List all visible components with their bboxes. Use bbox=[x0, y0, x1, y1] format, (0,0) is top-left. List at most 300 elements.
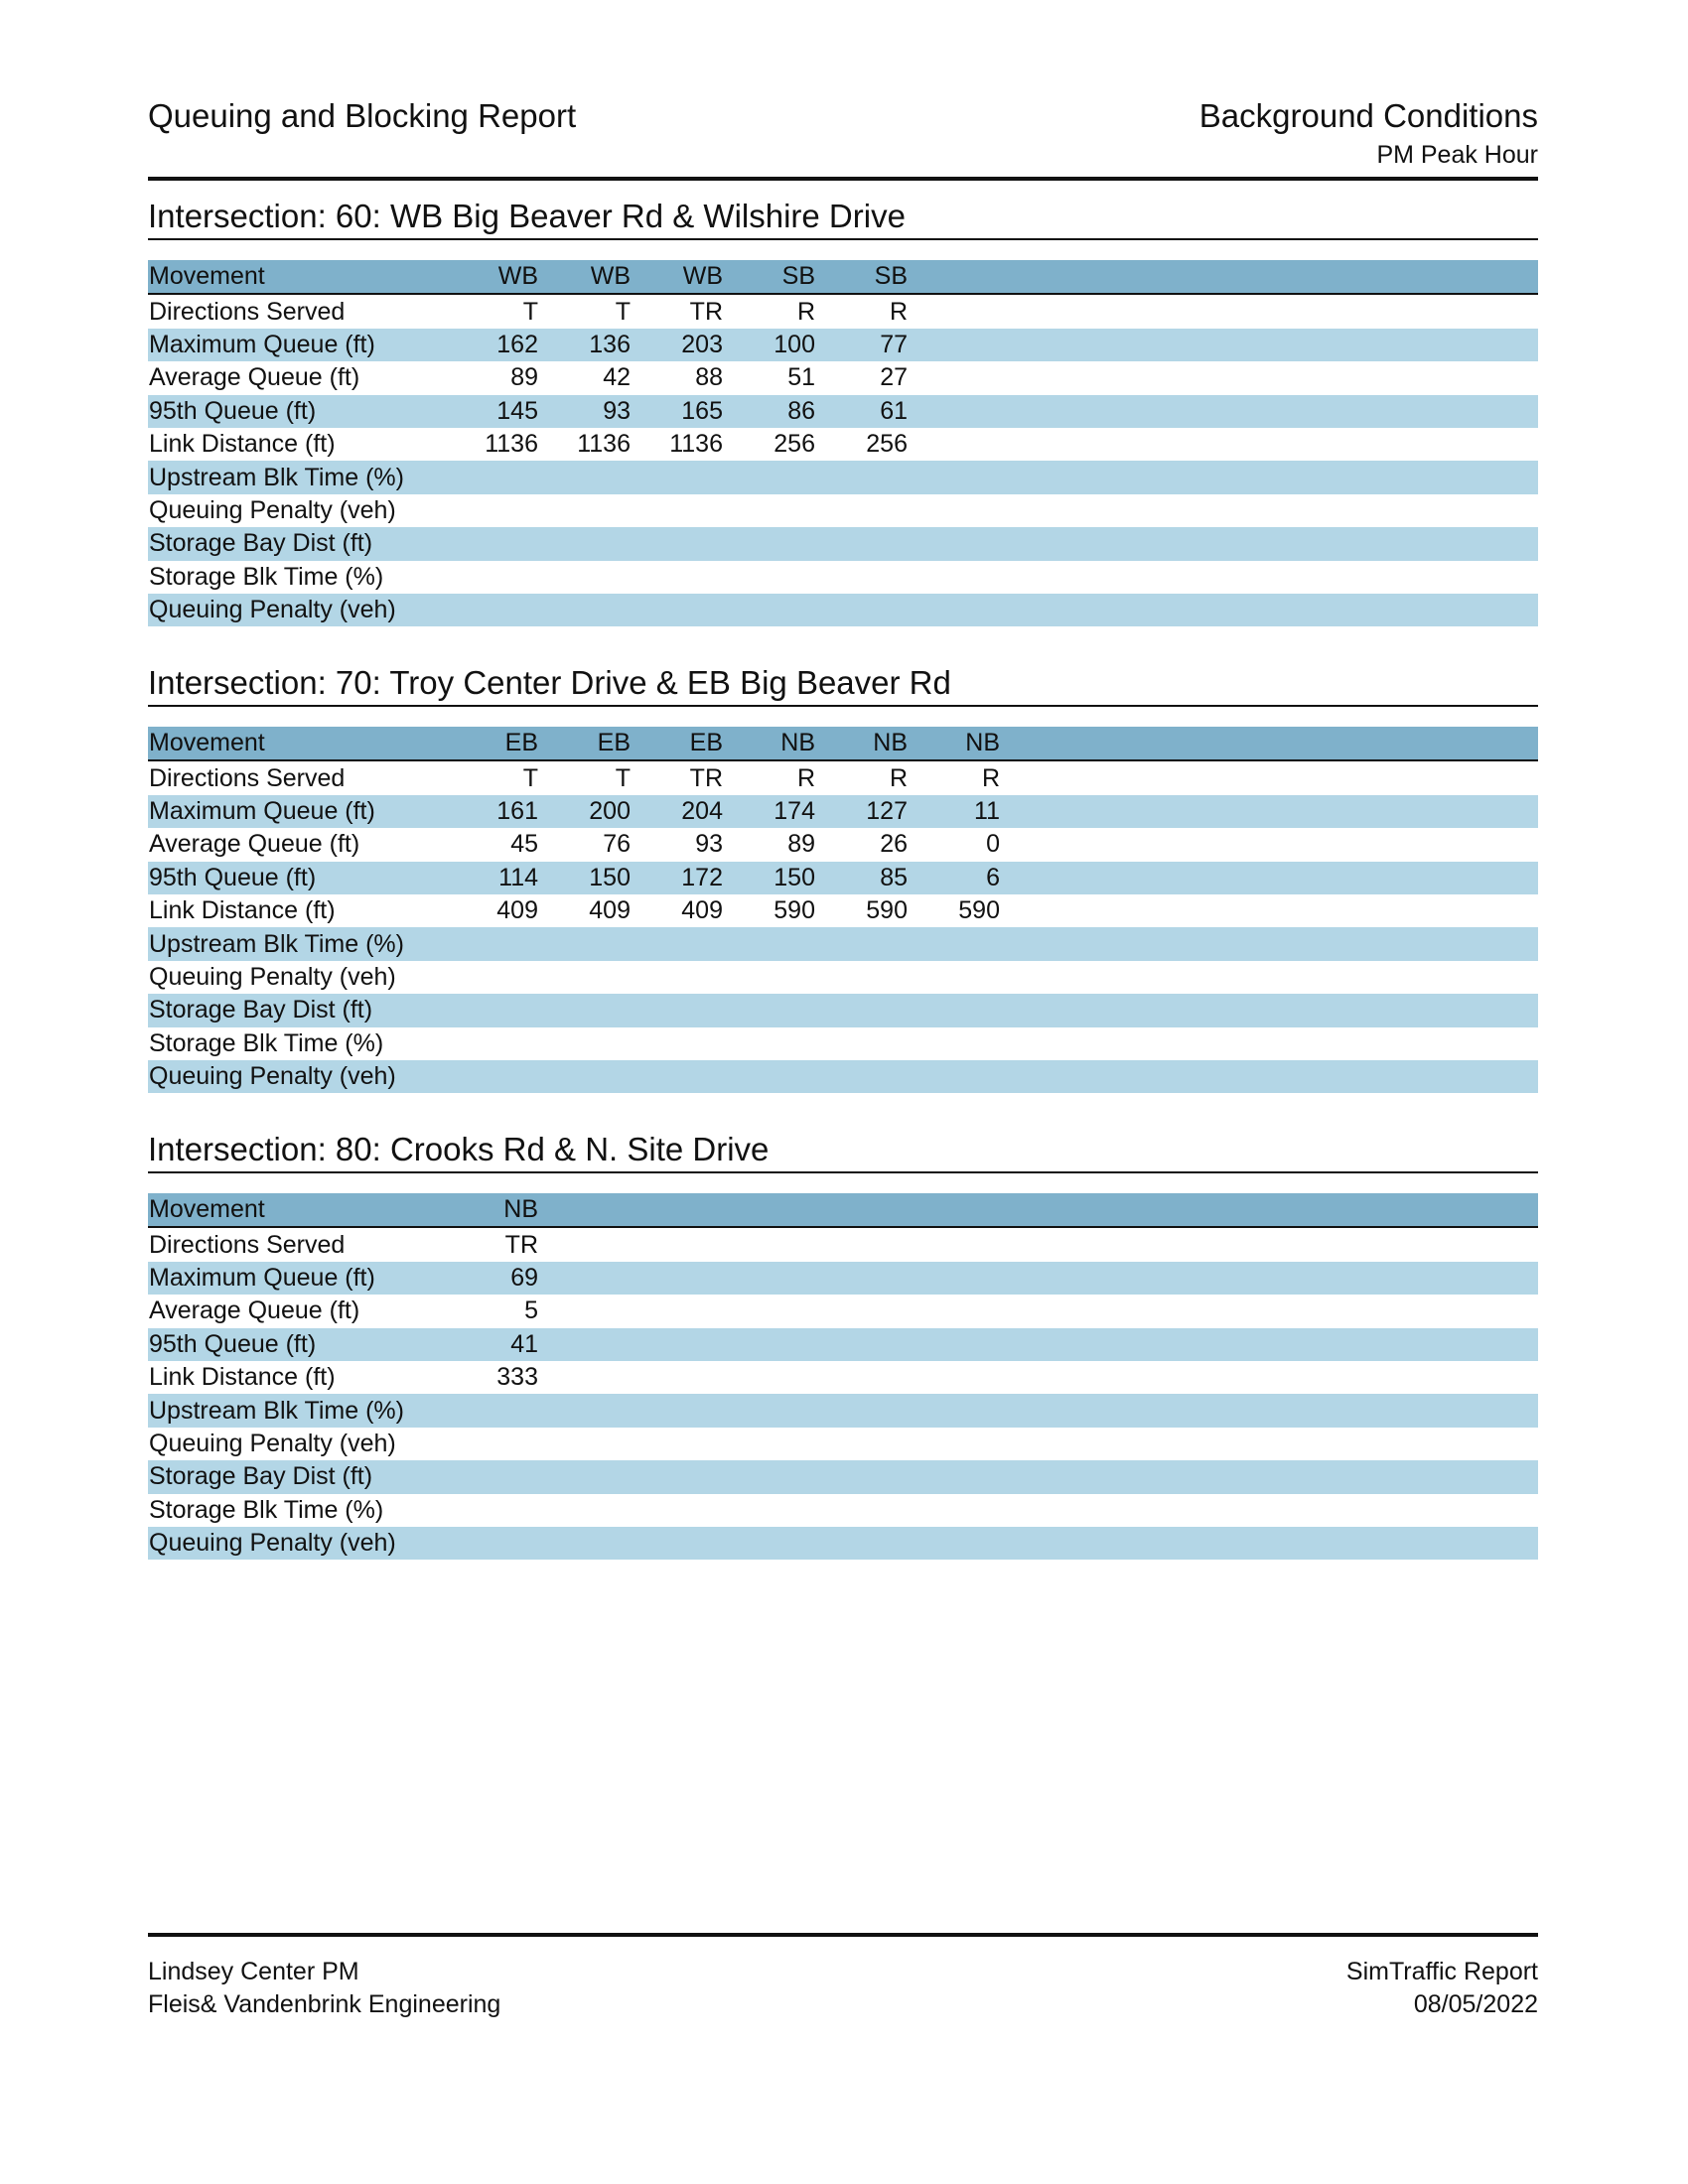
empty-cell bbox=[815, 594, 908, 626]
table-row bbox=[148, 561, 1538, 594]
queue-table bbox=[148, 1193, 1538, 1560]
empty-cell bbox=[908, 1328, 1000, 1361]
table-cell: TR bbox=[504, 1230, 538, 1259]
empty-cell bbox=[538, 1361, 631, 1394]
empty-cell bbox=[446, 1494, 538, 1527]
empty-cell bbox=[815, 1428, 908, 1460]
table-cell: 161 bbox=[496, 796, 538, 825]
table-cell: 42 bbox=[603, 363, 631, 392]
table-cell: 204 bbox=[681, 796, 723, 825]
empty-cell bbox=[631, 1328, 723, 1361]
empty-cell bbox=[723, 1361, 815, 1394]
row-label: Storage Bay Dist (ft) bbox=[149, 1462, 373, 1491]
table-cell: 93 bbox=[603, 396, 631, 425]
column-header: NB bbox=[815, 727, 908, 760]
table-cell: T bbox=[615, 297, 631, 326]
table-cell: 172 bbox=[681, 863, 723, 891]
column-header: NB bbox=[908, 727, 1000, 760]
table-row bbox=[148, 994, 1538, 1026]
row-label: Average Queue (ft) bbox=[149, 1297, 360, 1325]
column-header: WB bbox=[446, 260, 538, 294]
row-label: 95th Queue (ft) bbox=[149, 396, 317, 425]
table-row bbox=[148, 494, 1538, 527]
empty-cell bbox=[908, 1428, 1000, 1460]
row-label: Storage Bay Dist (ft) bbox=[149, 529, 373, 558]
empty-cell bbox=[538, 1328, 631, 1361]
empty-cell bbox=[538, 1060, 631, 1093]
empty-cell bbox=[723, 1193, 815, 1227]
row-label: Upstream Blk Time (%) bbox=[149, 463, 404, 491]
table-cell: T bbox=[522, 763, 538, 792]
intersection-title: Intersection: 70: Troy Center Drive & EB Big Beaver Rd bbox=[148, 663, 1538, 707]
row-fill bbox=[1000, 594, 1538, 626]
empty-cell bbox=[815, 1193, 908, 1227]
empty-cell bbox=[446, 494, 538, 527]
company-name: Fleis& Vandenbrink Engineering bbox=[148, 1990, 501, 2018]
row-label: Link Distance (ft) bbox=[149, 896, 336, 925]
empty-cell bbox=[908, 561, 1000, 594]
row-fill bbox=[1000, 828, 1538, 861]
row-label: Movement bbox=[148, 260, 446, 294]
table-cell: 1136 bbox=[669, 430, 723, 459]
row-fill bbox=[1000, 428, 1538, 461]
row-fill bbox=[1000, 1527, 1538, 1560]
empty-cell bbox=[815, 494, 908, 527]
row-label: Queuing Penalty (veh) bbox=[149, 962, 396, 991]
report-date: 08/05/2022 bbox=[1413, 1990, 1538, 2018]
empty-cell bbox=[446, 1460, 538, 1493]
empty-cell bbox=[908, 329, 1000, 361]
row-label: Maximum Queue (ft) bbox=[149, 796, 375, 825]
table-row bbox=[148, 894, 1538, 927]
column-header: SB bbox=[723, 260, 815, 294]
queue-table bbox=[148, 260, 1538, 626]
row-fill bbox=[1000, 329, 1538, 361]
header-rule bbox=[148, 177, 1538, 181]
intersection-section bbox=[148, 1130, 1538, 1558]
row-label: Storage Blk Time (%) bbox=[149, 1495, 384, 1524]
table-cell: 590 bbox=[866, 896, 908, 925]
row-label: Queuing Penalty (veh) bbox=[149, 596, 396, 624]
empty-cell bbox=[815, 927, 908, 960]
row-fill bbox=[1000, 294, 1538, 328]
column-header: SB bbox=[815, 260, 908, 294]
empty-cell bbox=[908, 361, 1000, 394]
table-row bbox=[148, 1527, 1538, 1560]
empty-cell bbox=[631, 1460, 723, 1493]
table-row bbox=[148, 1494, 1538, 1527]
column-header: EB bbox=[538, 727, 631, 760]
empty-cell bbox=[815, 561, 908, 594]
empty-cell bbox=[538, 594, 631, 626]
empty-cell bbox=[815, 1262, 908, 1295]
table-cell: 127 bbox=[866, 796, 908, 825]
empty-cell bbox=[723, 1527, 815, 1560]
table-cell: 26 bbox=[880, 830, 908, 859]
empty-cell bbox=[631, 961, 723, 994]
table-row bbox=[148, 1295, 1538, 1327]
row-label: Queuing Penalty (veh) bbox=[149, 1529, 396, 1558]
row-fill bbox=[1000, 727, 1538, 760]
table-cell: 0 bbox=[986, 830, 1000, 859]
row-fill bbox=[1000, 894, 1538, 927]
empty-cell bbox=[723, 1027, 815, 1060]
table-header-row bbox=[148, 1193, 1538, 1227]
empty-cell bbox=[538, 527, 631, 560]
table-row bbox=[148, 428, 1538, 461]
table-row bbox=[148, 294, 1538, 328]
empty-cell bbox=[538, 1527, 631, 1560]
empty-cell bbox=[908, 1027, 1000, 1060]
row-fill bbox=[1000, 961, 1538, 994]
row-label: 95th Queue (ft) bbox=[149, 863, 317, 891]
table-cell: T bbox=[522, 297, 538, 326]
table-row bbox=[148, 961, 1538, 994]
empty-cell bbox=[723, 527, 815, 560]
table-row bbox=[148, 1027, 1538, 1060]
empty-cell bbox=[908, 527, 1000, 560]
table-cell: 89 bbox=[510, 363, 538, 392]
empty-cell bbox=[631, 594, 723, 626]
empty-cell bbox=[815, 1394, 908, 1427]
table-cell: 51 bbox=[787, 363, 815, 392]
row-label: Average Queue (ft) bbox=[149, 830, 360, 859]
empty-cell bbox=[908, 594, 1000, 626]
empty-cell bbox=[908, 1361, 1000, 1394]
row-fill bbox=[1000, 395, 1538, 428]
empty-cell bbox=[723, 594, 815, 626]
empty-cell bbox=[815, 1328, 908, 1361]
empty-cell bbox=[446, 961, 538, 994]
empty-cell bbox=[723, 1394, 815, 1427]
empty-cell bbox=[631, 1193, 723, 1227]
empty-cell bbox=[815, 1460, 908, 1493]
empty-cell bbox=[723, 1328, 815, 1361]
column-header: WB bbox=[631, 260, 723, 294]
empty-cell bbox=[815, 1527, 908, 1560]
empty-cell bbox=[538, 494, 631, 527]
row-fill bbox=[1000, 494, 1538, 527]
row-label: Maximum Queue (ft) bbox=[149, 1263, 375, 1292]
row-fill bbox=[1000, 1027, 1538, 1060]
row-fill bbox=[1000, 1460, 1538, 1493]
table-cell: 162 bbox=[496, 330, 538, 358]
empty-cell bbox=[815, 1060, 908, 1093]
empty-cell bbox=[723, 1262, 815, 1295]
empty-cell bbox=[723, 1295, 815, 1327]
empty-cell bbox=[723, 1460, 815, 1493]
row-label: Storage Blk Time (%) bbox=[149, 562, 384, 591]
row-fill bbox=[1000, 1494, 1538, 1527]
empty-cell bbox=[631, 461, 723, 493]
row-fill bbox=[1000, 260, 1538, 294]
table-row bbox=[148, 1428, 1538, 1460]
row-fill bbox=[1000, 1295, 1538, 1327]
table-cell: 409 bbox=[496, 896, 538, 925]
footer-rule bbox=[148, 1933, 1538, 1937]
project-name: Lindsey Center PM bbox=[148, 1958, 359, 1985]
queue-table bbox=[148, 727, 1538, 1093]
empty-cell bbox=[815, 1027, 908, 1060]
row-fill bbox=[1000, 527, 1538, 560]
table-row bbox=[148, 828, 1538, 861]
column-header: EB bbox=[631, 727, 723, 760]
table-cell: 93 bbox=[695, 830, 723, 859]
table-cell: T bbox=[615, 763, 631, 792]
empty-cell bbox=[446, 527, 538, 560]
column-header: NB bbox=[723, 727, 815, 760]
row-label: Queuing Penalty (veh) bbox=[149, 1429, 396, 1457]
row-fill bbox=[1000, 1060, 1538, 1093]
empty-cell bbox=[723, 1494, 815, 1527]
row-fill bbox=[1000, 862, 1538, 894]
table-cell: 590 bbox=[774, 896, 815, 925]
empty-cell bbox=[631, 1295, 723, 1327]
table-cell: 100 bbox=[774, 330, 815, 358]
table-cell: R bbox=[889, 763, 908, 792]
table-cell: 165 bbox=[681, 396, 723, 425]
table-cell: 203 bbox=[681, 330, 723, 358]
empty-cell bbox=[723, 461, 815, 493]
empty-cell bbox=[908, 994, 1000, 1026]
empty-cell bbox=[538, 1295, 631, 1327]
row-label: Link Distance (ft) bbox=[149, 430, 336, 459]
table-cell: 114 bbox=[498, 863, 538, 891]
table-row bbox=[148, 527, 1538, 560]
empty-cell bbox=[908, 961, 1000, 994]
table-cell: 61 bbox=[880, 396, 908, 425]
row-fill bbox=[1000, 1262, 1538, 1295]
empty-cell bbox=[723, 994, 815, 1026]
row-label: 95th Queue (ft) bbox=[149, 1329, 317, 1358]
empty-cell bbox=[723, 494, 815, 527]
empty-cell bbox=[908, 428, 1000, 461]
table-cell: 1136 bbox=[577, 430, 631, 459]
empty-cell bbox=[815, 527, 908, 560]
empty-cell bbox=[538, 1027, 631, 1060]
empty-cell bbox=[908, 1060, 1000, 1093]
empty-cell bbox=[446, 1394, 538, 1427]
row-label: Upstream Blk Time (%) bbox=[149, 1396, 404, 1425]
empty-cell bbox=[908, 1262, 1000, 1295]
table-cell: 5 bbox=[524, 1297, 538, 1325]
empty-cell bbox=[908, 1527, 1000, 1560]
table-cell: 150 bbox=[589, 863, 631, 891]
empty-cell bbox=[631, 1428, 723, 1460]
empty-cell bbox=[631, 1060, 723, 1093]
empty-cell bbox=[538, 1494, 631, 1527]
table-row bbox=[148, 1394, 1538, 1427]
table-cell: 1136 bbox=[485, 430, 538, 459]
report-title: Queuing and Blocking Report bbox=[148, 97, 577, 134]
empty-cell bbox=[631, 561, 723, 594]
empty-cell bbox=[908, 1494, 1000, 1527]
scenario-label: Background Conditions bbox=[1198, 97, 1538, 134]
table-row bbox=[148, 1060, 1538, 1093]
table-cell: 200 bbox=[589, 796, 631, 825]
empty-cell bbox=[631, 927, 723, 960]
row-label: Storage Blk Time (%) bbox=[149, 1028, 384, 1057]
row-label: Directions Served bbox=[149, 1230, 346, 1259]
empty-cell bbox=[446, 1428, 538, 1460]
table-cell: 41 bbox=[510, 1329, 538, 1358]
empty-cell bbox=[908, 1460, 1000, 1493]
empty-cell bbox=[908, 395, 1000, 428]
table-cell: 6 bbox=[986, 863, 1000, 891]
empty-cell bbox=[908, 260, 1000, 294]
empty-cell bbox=[723, 561, 815, 594]
table-row bbox=[148, 795, 1538, 828]
intersection-section bbox=[148, 197, 1538, 624]
row-label: Average Queue (ft) bbox=[149, 363, 360, 392]
empty-cell bbox=[538, 1460, 631, 1493]
table-cell: 86 bbox=[787, 396, 815, 425]
empty-cell bbox=[723, 1060, 815, 1093]
empty-cell bbox=[538, 961, 631, 994]
empty-cell bbox=[446, 1527, 538, 1560]
row-fill bbox=[1000, 1193, 1538, 1227]
table-row bbox=[148, 329, 1538, 361]
table-cell: 174 bbox=[774, 796, 815, 825]
empty-cell bbox=[631, 1494, 723, 1527]
table-cell: 85 bbox=[880, 863, 908, 891]
empty-cell bbox=[908, 1193, 1000, 1227]
row-fill bbox=[1000, 461, 1538, 493]
row-label: Directions Served bbox=[149, 297, 346, 326]
empty-cell bbox=[908, 1394, 1000, 1427]
table-cell: 150 bbox=[774, 863, 815, 891]
empty-cell bbox=[446, 994, 538, 1026]
empty-cell bbox=[815, 1295, 908, 1327]
empty-cell bbox=[815, 994, 908, 1026]
table-row bbox=[148, 594, 1538, 626]
table-row bbox=[148, 395, 1538, 428]
column-header: WB bbox=[538, 260, 631, 294]
table-row bbox=[148, 1460, 1538, 1493]
row-label: Upstream Blk Time (%) bbox=[149, 929, 404, 958]
row-fill bbox=[1000, 361, 1538, 394]
empty-cell bbox=[538, 561, 631, 594]
table-row bbox=[148, 1328, 1538, 1361]
empty-cell bbox=[908, 927, 1000, 960]
empty-cell bbox=[815, 961, 908, 994]
empty-cell bbox=[538, 461, 631, 493]
table-cell: 256 bbox=[774, 430, 815, 459]
table-row bbox=[148, 361, 1538, 394]
table-row bbox=[148, 927, 1538, 960]
empty-cell bbox=[908, 1227, 1000, 1261]
empty-cell bbox=[815, 461, 908, 493]
report-page bbox=[148, 0, 1538, 2184]
intersection-title: Intersection: 60: WB Big Beaver Rd & Wilshire Drive bbox=[148, 197, 1538, 240]
table-cell: R bbox=[796, 763, 815, 792]
empty-cell bbox=[908, 294, 1000, 328]
empty-cell bbox=[908, 461, 1000, 493]
table-cell: 89 bbox=[787, 830, 815, 859]
empty-cell bbox=[631, 1227, 723, 1261]
empty-cell bbox=[446, 927, 538, 960]
row-label: Directions Served bbox=[149, 763, 346, 792]
table-row bbox=[148, 461, 1538, 493]
table-header-row bbox=[148, 260, 1538, 294]
row-fill bbox=[1000, 1428, 1538, 1460]
table-cell: 333 bbox=[496, 1363, 538, 1392]
table-cell: 45 bbox=[510, 830, 538, 859]
table-cell: 136 bbox=[589, 330, 631, 358]
empty-cell bbox=[815, 1494, 908, 1527]
empty-cell bbox=[538, 1394, 631, 1427]
row-label: Link Distance (ft) bbox=[149, 1363, 336, 1392]
table-cell: 88 bbox=[695, 363, 723, 392]
empty-cell bbox=[446, 594, 538, 626]
table-row bbox=[148, 1262, 1538, 1295]
table-cell: TR bbox=[689, 297, 723, 326]
empty-cell bbox=[723, 1227, 815, 1261]
empty-cell bbox=[538, 927, 631, 960]
row-label: Movement bbox=[148, 1193, 446, 1227]
empty-cell bbox=[538, 1428, 631, 1460]
empty-cell bbox=[908, 494, 1000, 527]
column-header: NB bbox=[446, 1193, 538, 1227]
table-cell: R bbox=[889, 297, 908, 326]
empty-cell bbox=[631, 994, 723, 1026]
empty-cell bbox=[538, 1227, 631, 1261]
row-label: Maximum Queue (ft) bbox=[149, 330, 375, 358]
empty-cell bbox=[631, 1027, 723, 1060]
row-fill bbox=[1000, 760, 1538, 794]
table-cell: 256 bbox=[866, 430, 908, 459]
empty-cell bbox=[631, 494, 723, 527]
empty-cell bbox=[815, 1227, 908, 1261]
empty-cell bbox=[631, 1262, 723, 1295]
table-cell: 145 bbox=[496, 396, 538, 425]
empty-cell bbox=[908, 1295, 1000, 1327]
table-row bbox=[148, 1361, 1538, 1394]
table-cell: 27 bbox=[880, 363, 908, 392]
table-cell: 409 bbox=[681, 896, 723, 925]
intersection-title: Intersection: 80: Crooks Rd & N. Site Drive bbox=[148, 1130, 1538, 1173]
row-label: Storage Bay Dist (ft) bbox=[149, 996, 373, 1024]
empty-cell bbox=[538, 994, 631, 1026]
table-cell: 69 bbox=[510, 1263, 538, 1292]
table-cell: 11 bbox=[974, 796, 1000, 825]
row-fill bbox=[1000, 1361, 1538, 1394]
empty-cell bbox=[446, 461, 538, 493]
table-row bbox=[148, 760, 1538, 794]
intersection-section bbox=[148, 663, 1538, 1091]
row-fill bbox=[1000, 1394, 1538, 1427]
empty-cell bbox=[815, 1361, 908, 1394]
table-cell: 590 bbox=[958, 896, 1000, 925]
empty-cell bbox=[631, 1394, 723, 1427]
table-cell: R bbox=[981, 763, 1000, 792]
period-label: PM Peak Hour bbox=[1376, 141, 1538, 169]
software-name: SimTraffic Report bbox=[1345, 1958, 1538, 1985]
row-fill bbox=[1000, 927, 1538, 960]
empty-cell bbox=[723, 961, 815, 994]
footer-left bbox=[148, 1956, 500, 2021]
footer-right bbox=[1346, 1956, 1538, 2021]
row-label: Movement bbox=[148, 727, 446, 760]
table-header-row bbox=[148, 727, 1538, 760]
row-fill bbox=[1000, 1227, 1538, 1261]
row-fill bbox=[1000, 1328, 1538, 1361]
row-label: Queuing Penalty (veh) bbox=[149, 1062, 396, 1091]
empty-cell bbox=[723, 1428, 815, 1460]
column-header: EB bbox=[446, 727, 538, 760]
empty-cell bbox=[631, 1527, 723, 1560]
table-cell: 77 bbox=[880, 330, 908, 358]
